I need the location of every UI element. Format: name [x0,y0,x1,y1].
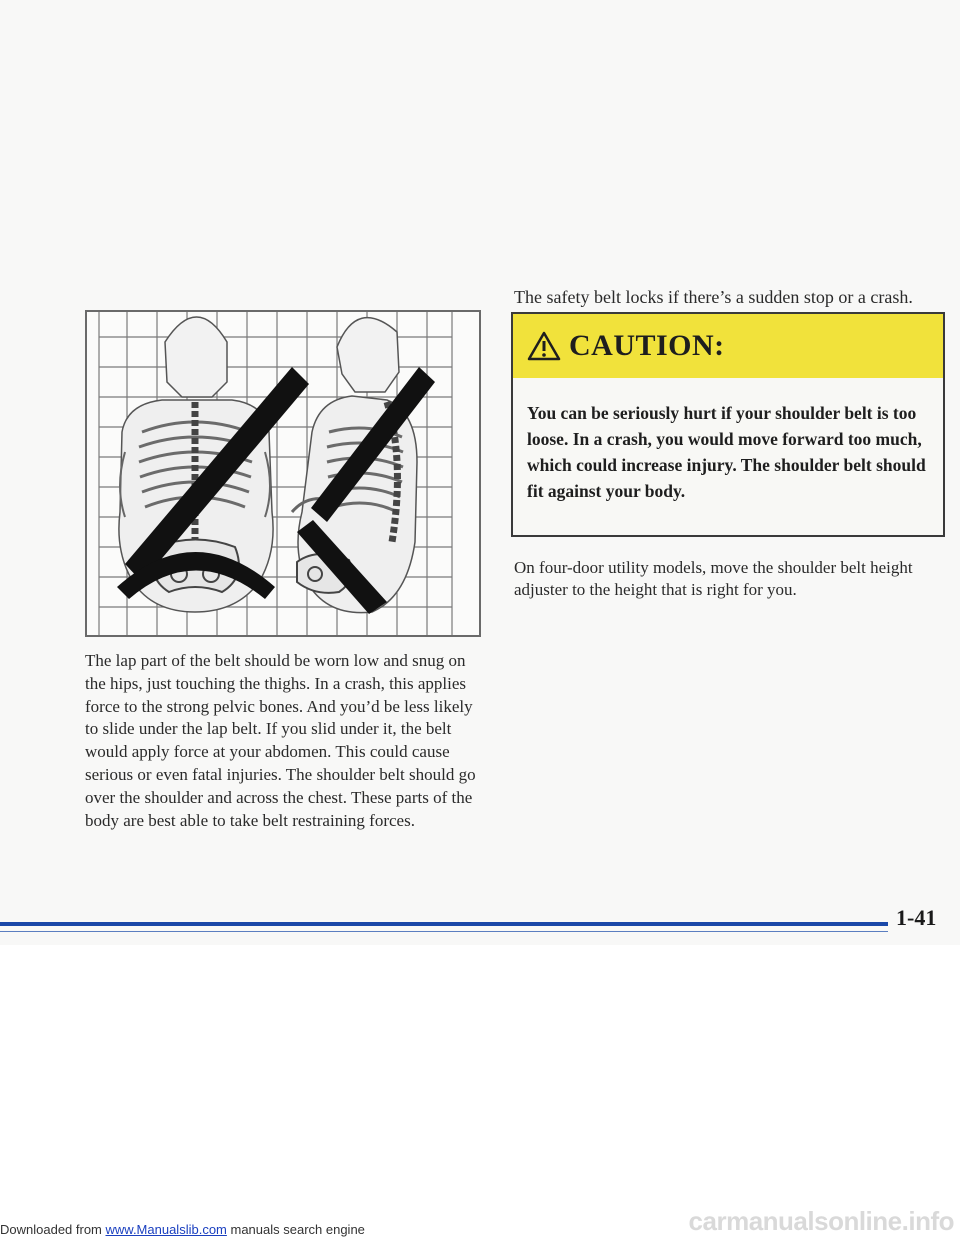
caution-text: You can be seriously hurt if your shoulder belt is too loose. In a crash, you would move forward too much, which could increase injury. The shoulder belt should fit against your body. [527,403,926,501]
seat-belt-skeleton-illustration [85,310,481,637]
footer-suffix: manuals search engine [226,1222,365,1237]
page-number: 1-41 [896,905,937,930]
caution-box [511,312,945,537]
footer-rule-thick [0,922,888,926]
lap-belt-paragraph: The lap part of the belt should be worn low and snug on the hips, just touching the thighs. In a crash, this applies force to the strong pelvic bones. And you’d be less likely to slide under the lap belt. If you slid under it, the belt would apply force at your abdomen. This could cause serious or even fatal injuries. The shoulder belt should go over the shoulder and across the chest. These parts of the body are best able to take belt restraining forces. [85,651,476,830]
caution-header [513,314,943,378]
manualslib-link[interactable]: www.Manualslib.com [105,1222,227,1237]
skeleton-diagram [87,312,479,635]
footer-rule-thin [0,931,888,932]
height-adjuster-paragraph: On four-door utility models, move the shoulder belt height adjuster to the height that is right for you. [514,558,913,599]
site-watermark: carmanualsonline.info [688,1206,954,1236]
caution-title: CAUTION: [569,329,725,362]
footer-prefix: Downloaded from [0,1222,106,1237]
warning-triangle-icon [527,331,561,361]
safety-belt-intro: The safety belt locks if there’s a sudden stop or a crash. [514,287,913,307]
